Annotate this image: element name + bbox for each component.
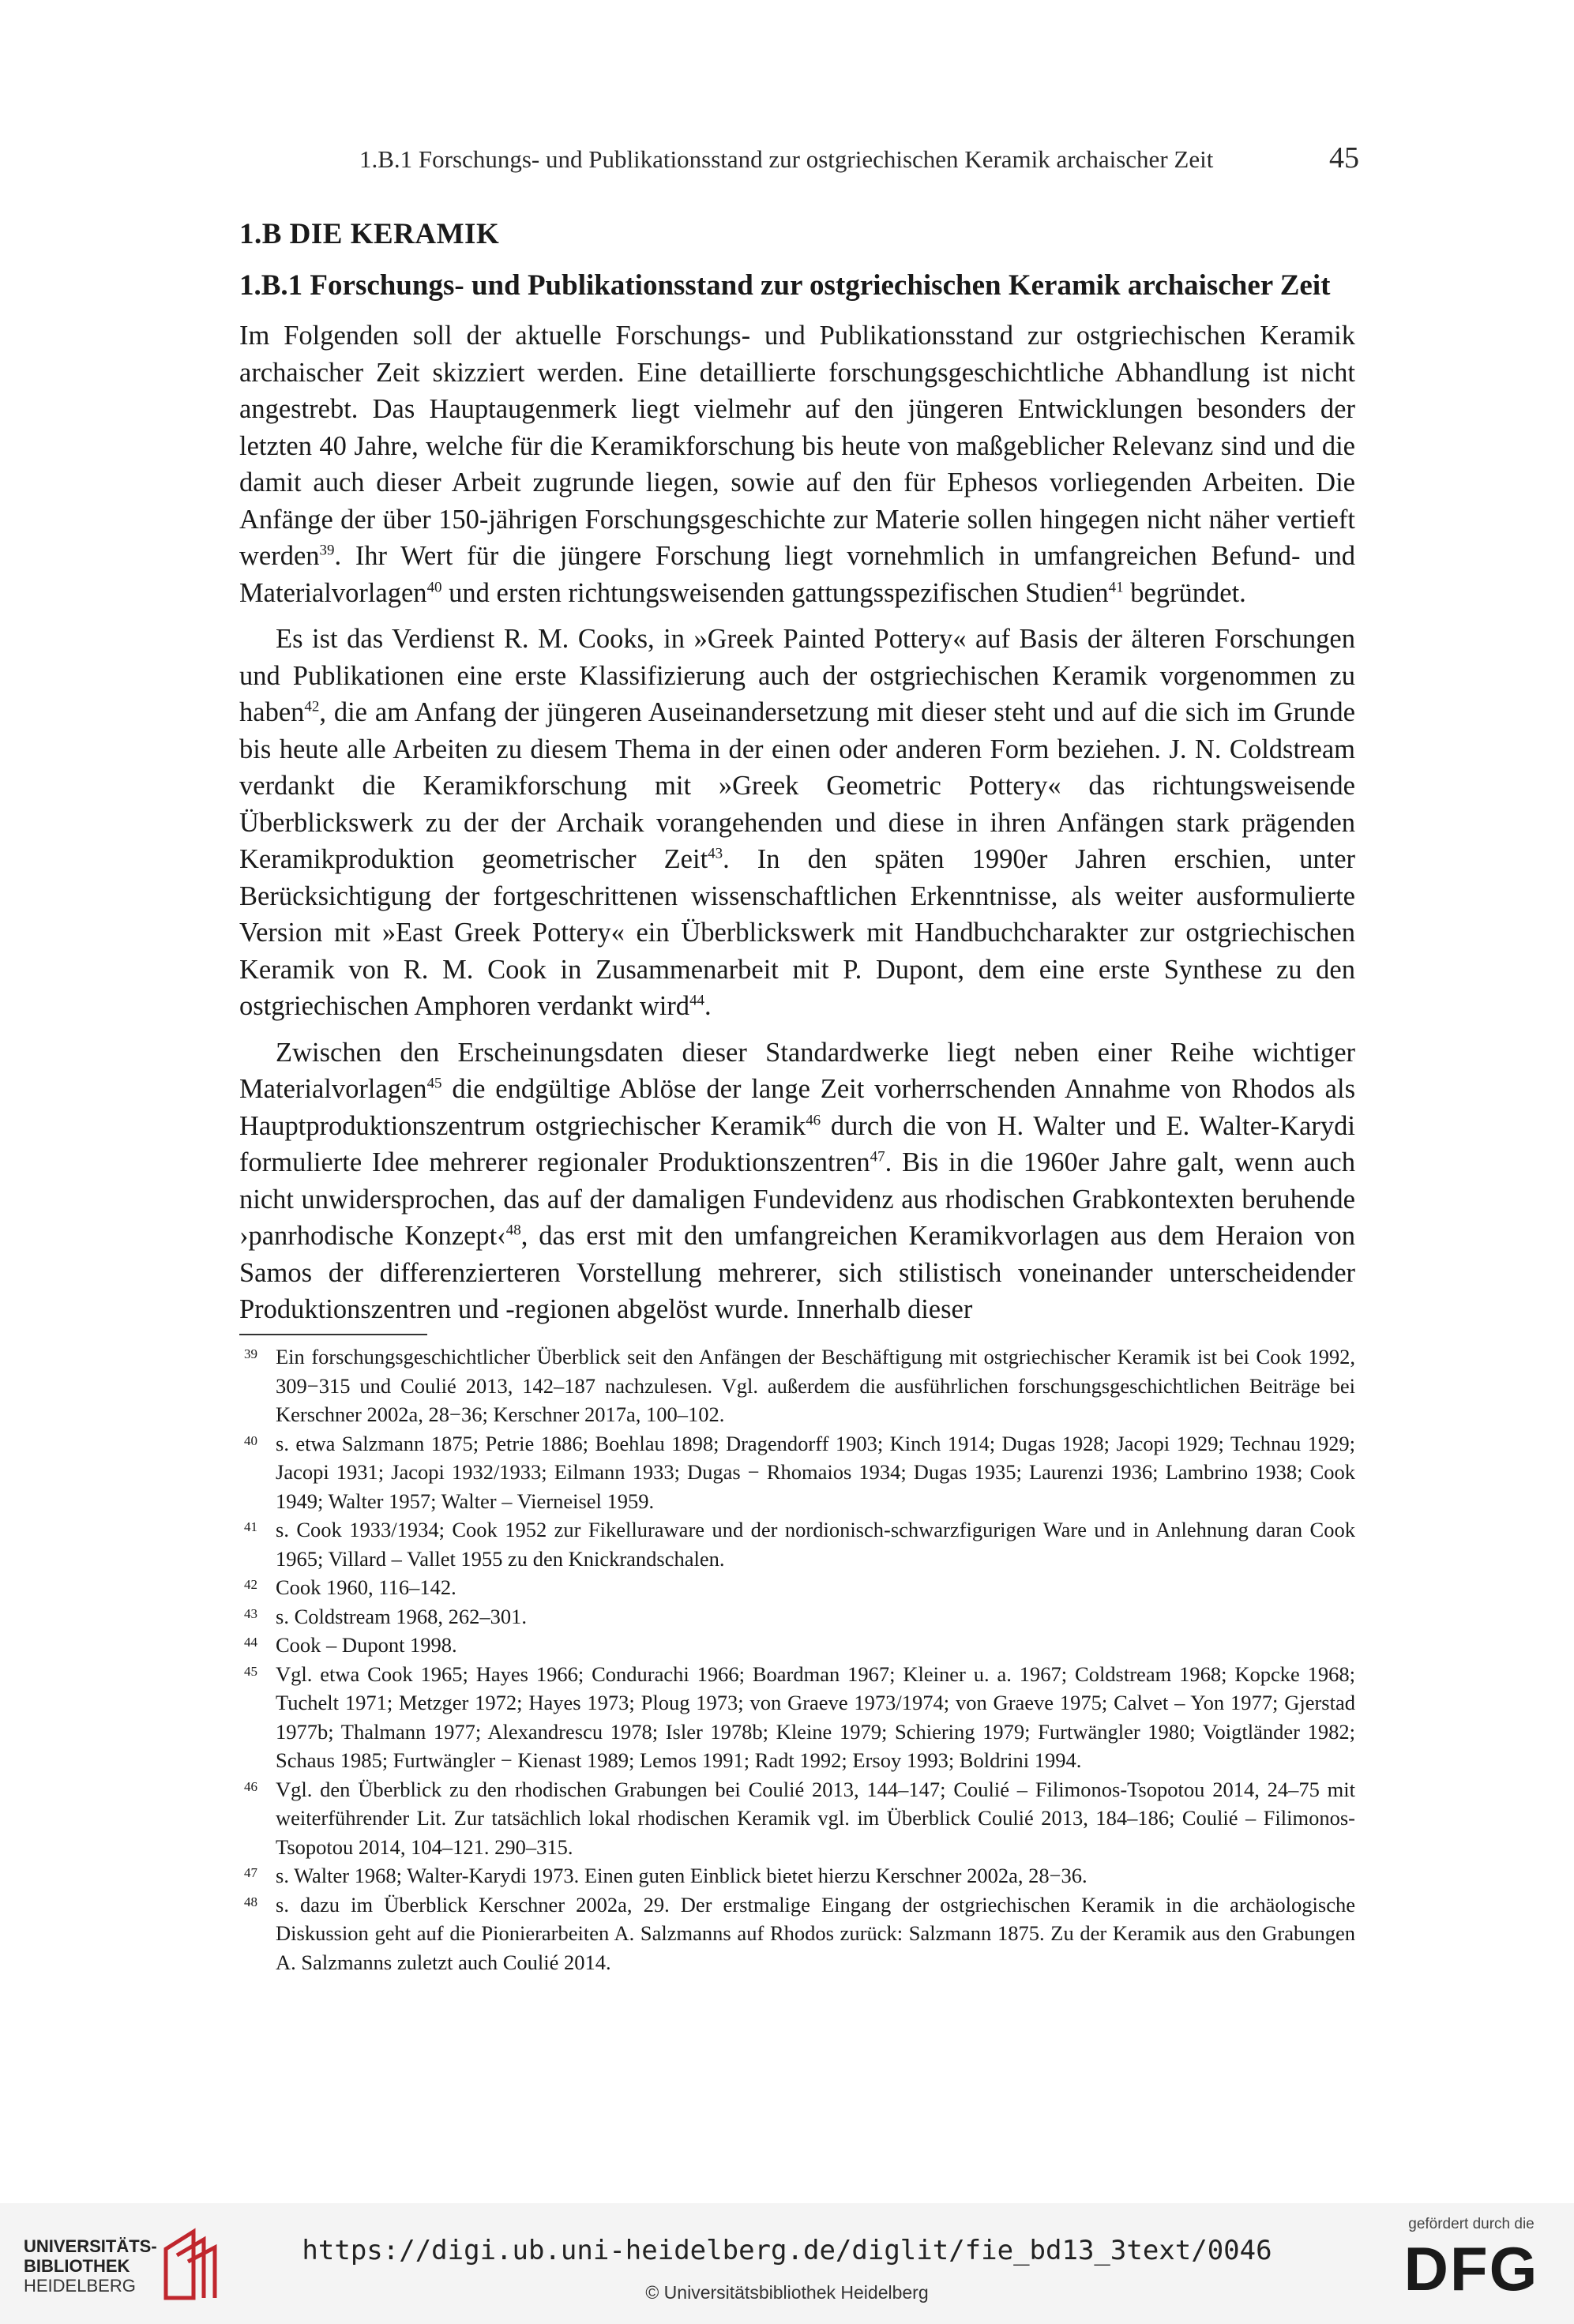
footnote-number: 46 [244,1778,257,1794]
footnote-text: Vgl. den Überblick zu den rhodischen Grabungen bei Coulié 2013, 144–147; Coulié – Filimonos-Tsopotou 2014, 24–75 mit weiterführender Lit. Zur tatsächlich lokal rhodischen Keramik vgl. im Überblick Coulié 2013, 184–186; Coulié – Filimonos-Tsopotou 2014, 104–121. 290–315. [276,1777,1355,1859]
library-name-line: HEIDELBERG [24,2276,136,2296]
footnote [239,1573,1355,1602]
footnote-text: s. dazu im Überblick Kerschner 2002a, 29. Der erstmalige Eingang der ostgriechischen Keramik in die archäologische Diskussion geht auf die Pionierarbeiten A. Salzmanns auf Rhodos zurück: Salzmann 1875. Zu der Keramik aus den Grabungen A. Salzmanns zuletzt auch Coulié 2014. [276,1892,1355,1974]
running-title: 1.B.1 Forschungs- und Publikationsstand zur ostgriechischen Keramik archaischer Zeit [359,145,1214,173]
footnote [239,1631,1355,1660]
footnote-number: 44 [244,1635,257,1650]
paragraph-1 [239,317,1355,611]
footnote [239,1429,1355,1516]
footnote [239,1861,1355,1890]
footnote-text: Ein forschungsgeschichtlicher Überblick seit den Anfängen der Beschäftigung mit ostgriechischer Keramik ist bei Cook 1992, 309−315 und Coulié 2013, 142–187 nachzulesen. Vgl. außerdem die ausführlichen forschungsgeschichtlichen Beiträge bei Kerschner 2002a, 28−36; Kerschner 2017a, 100–102. [276,1345,1355,1426]
footnote-ref[interactable]: 44 [689,992,705,1009]
dfg-logo: DFG [1403,2234,1539,2303]
footnote-ref[interactable]: 46 [806,1112,821,1128]
footnote [239,1602,1355,1631]
paragraph-text: durch die von H. Walter und E. Walter-Karydi formulierte Idee mehrerer regionaler Produktionszentren [239,1110,1355,1177]
library-name-line: BIBLIOTHEK [24,2256,130,2276]
footnote-ref[interactable]: 45 [426,1075,442,1092]
paragraph-text: . Bis in die 1960er Jahre galt, wenn auch nicht unwidersprochen, das auf der damaligen Fundevidenz aus rhodischen Grabkontexten beruhende ›panrhodische Konzept‹ [239,1147,1355,1251]
footnote [239,1660,1355,1775]
footnote-number: 43 [244,1605,257,1621]
paragraph-text: Zwischen den Erscheinungsdaten dieser Standardwerke liegt neben einer Reihe wichtiger Materialvorlagen [239,1037,1355,1104]
permalink-url[interactable]: https://digi.ub.uni-heidelberg.de/diglit/fie_bd13_3text/0046 [302,2235,1272,2266]
paragraph-text: die endgültige Ablöse der lange Zeit vorherrschenden Annahme von Rhodos als Hauptproduktionszentrum ostgriechischer Keramik [239,1074,1355,1141]
footnote-text: s. Coldstream 1968, 262–301. [276,1604,527,1628]
paragraph-text: , das erst mit den umfangreichen Keramikvorlagen aus dem Heraion von Samos der differenzierteren Vorstellung mehrerer, sich stilistisch voneinander unterscheidender Produktionszentren und -regionen abgelöst wurde. Innerhalb dieser [239,1221,1356,1324]
footnote [239,1890,1355,1977]
footnote-text: s. etwa Salzmann 1875; Petrie 1886; Boehlau 1898; Dragendorff 1903; Kinch 1914; Dugas 1928; Jacopi 1929; Technau 1929; Jacopi 1931; Jacopi 1932/1933; Eilmann 1933; Dugas − Rhomaios 1934; Dugas 1935; Laurenzi 1936; Lambrino 1938; Cook 1949; Walter 1957; Walter – Vierneisel 1959. [276,1431,1355,1513]
footnote-text: s. Walter 1968; Walter-Karydi 1973. Einen guten Einblick bietet hierzu Kerschner 2002a, 28−36. [276,1864,1088,1887]
paragraph-text: , die am Anfang der jüngeren Auseinandersetzung mit dieser steht und auf die sich im Grunde bis heute alle Arbeiten zu diesem Thema in der einen oder anderen Form beziehen. J. N. Coldstream verdankt die Keramikforschung mit »Greek Geometric Pottery« das richtungsweisende Überblickswerk zu der der Archaik vorangehenden und diese in ihren Anfängen stark prägenden Keramikproduktion geometrischer Zeit [239,697,1355,874]
paragraph-text: . Ihr Wert für die jüngere Forschung liegt vornehmlich in umfangreichen Befund- und Materialvorlagen [239,541,1355,608]
footnotes [239,1342,1355,1977]
footnote-number: 42 [244,1577,257,1592]
page-number: 45 [1329,141,1359,175]
dfg-funding-logo[interactable] [1400,2216,1542,2315]
footnote [239,1342,1355,1429]
footnote [239,1775,1355,1862]
footnote-number: 45 [244,1663,257,1679]
footnote-divider [239,1334,427,1335]
footnote-text: s. Cook 1933/1934; Cook 1952 zur Fikelluraware und der nordionisch-schwarzfigurigen Ware und in Anlehnung daran Cook 1965; Villard – Vallet 1955 zu den Knickrandschalen. [276,1518,1355,1571]
paragraph-text: . [704,991,712,1021]
footnote-number: 47 [244,1865,257,1880]
library-name-line: UNIVERSITÄTS- [24,2236,157,2256]
body-text [239,317,1355,1338]
paragraph-2 [239,621,1355,1025]
footnote-ref[interactable]: 43 [708,845,723,862]
footnote [239,1515,1355,1573]
footnote-text: Cook 1960, 116–142. [276,1575,456,1599]
footnote-ref[interactable]: 40 [426,579,442,595]
funding-tagline: gefördert durch die [1408,2216,1535,2232]
footnote-ref[interactable]: 39 [319,542,335,559]
footnote-number: 41 [244,1519,257,1534]
footnote-text: Cook – Dupont 1998. [276,1633,457,1657]
sub-heading: 1.B.1 Forschungs- und Publikationsstand zur ostgriechischen Keramik archaischer Zeit [239,269,1331,302]
paragraph-text: . In den späten 1990er Jahren erschien, unter Berücksichtigung der fortgeschrittenen wissenschaftlichen Erkenntnisse, als weiter ausformulierte Version mit »East Greek Pottery« ein Überblickswerk mit Handbuchcharakter zur ostgriechischen Keramik von R. M. Cook in Zusammenarbeit mit P. Dupont, dem eine erste Synthese zu den ostgriechischen Amphoren verdankt wird [239,844,1355,1021]
paragraph-text: und ersten richtungsweisenden gattungsspezifischen Studien [441,577,1109,608]
footnote-number: 40 [244,1432,257,1448]
footnote-number: 48 [244,1894,257,1909]
section-heading: 1.B DIE KERAMIK [239,218,500,250]
copyright-notice: © Universitätsbibliothek Heidelberg [645,2282,929,2303]
paragraph-text: begründet. [1123,577,1246,608]
paragraph-3 [239,1034,1355,1328]
footnote-text: Vgl. etwa Cook 1965; Hayes 1966; Condurachi 1966; Boardman 1967; Kleiner u. a. 1967; Coldstream 1968; Kopcke 1968; Tuchelt 1971; Metzger 1972; Hayes 1973; Ploug 1973; von Graeve 1973/1974; von Graeve 1975; Calvet – Yon 1977; Gjerstad 1977b; Thalmann 1977; Alexandrescu 1978; Isler 1978b; Kleine 1979; Schiering 1979; Furtwängler 1980; Voigtländer 1982; Schaus 1985; Furtwängler − Kienast 1989; Lemos 1991; Radt 1992; Ersoy 1993; Boldrini 1994. [276,1661,1355,1772]
paragraph-text: Im Folgenden soll der aktuelle Forschungs- und Publikationsstand zur ostgriechischen Keramik archaischer Zeit skizziert werden. Eine detaillierte forschungsgeschichtliche Abhandlung ist nicht angestrebt. Das Hauptaugenmerk liegt vielmehr auf den jüngeren Entwicklungen besonders der letzten 40 Jahre, welche für die Keramikforschung bis heute von maßgeblicher Relevanz sind und die damit auch dieser Arbeit zugrunde liegen, sowie auf den für Ephesos vorliegenden Arbeiten. Die Anfänge der über 150-jährigen Forschungsgeschichte zur Materie sollen hingegen nicht näher vertieft werden [239,321,1355,571]
footnote-number: 39 [244,1346,257,1361]
footnote-ref[interactable]: 48 [505,1222,521,1239]
footnote-ref[interactable]: 47 [870,1148,885,1166]
viewer-footer [0,2203,1574,2324]
footnote-ref[interactable]: 41 [1108,579,1124,595]
paragraph-text: Es ist das Verdienst R. M. Cooks, in »Greek Painted Pottery« auf Basis der älteren Forschungen und Publikationen eine erste Klassifizierung auch der ostgriechischen Keramik vorgenommen zu haben [239,624,1355,727]
footnote-ref[interactable]: 42 [304,698,320,715]
